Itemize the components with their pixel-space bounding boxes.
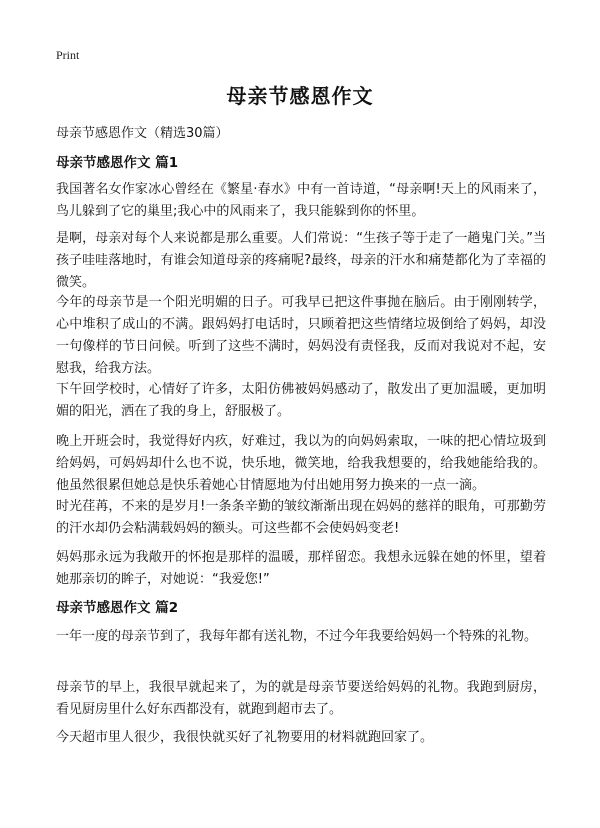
paragraph: 母亲节的早上，我很早就起来了，为的就是母亲节要送给妈妈的礼物。我跑到厨房，看见厨房里什么好东西都没有，就跑到超市去了。 [56,680,546,717]
section-heading-2: 母亲节感恩作文 篇2 [56,600,179,616]
paragraph: 晚上开班会时，我觉得好内疚，好难过，我以为的向妈妈索取，一味的把心情垃圾到给妈妈，可妈妈却什么也不说，快乐地，微笑地，给我我想要的，给我她能给我的。他虽然很累但她总是快乐着她心甘情愿地为付出她用努力换来的一点一滴。 [56,434,546,493]
page-title: 母亲节感恩作文 [226,84,374,108]
paragraph: 是啊，母亲对每个人来说都是那么重要。人们常说：“生孩子等于走了一趟鬼门关。”当孩子哇哇落地时，有谁会知道母亲的疼痛呢?最终，母亲的汗水和痛楚都化为了幸福的微笑。 [56,231,546,290]
paragraph: 我国著名女作家冰心曾经在《繁星·春水》中有一首诗道，“母亲啊!天上的风雨来了，鸟儿躲到了它的巢里;我心中的风雨来了，我只能躲到你的怀里。 [56,182,546,219]
paragraph: 下午回学校时，心情好了许多，太阳仿佛被妈妈感动了，散发出了更加温暖，更加明媚的阳光，洒在了我的身上，舒服极了。 [56,382,546,419]
document-subtitle: 母亲节感恩作文（精选30篇） [56,126,229,141]
print-label[interactable]: Print [56,48,80,62]
paragraph: 妈妈那永远为我敞开的怀抱是那样的温暖，那样留恋。我想永远躲在她的怀里，望着她那亲切的眸子，对她说：“我爱您!” [56,550,546,587]
paragraph: 今年的母亲节是一个阳光明媚的日子。可我早已把这件事抛在脑后。由于刚刚转学，心中堆积了成山的不满。跟妈妈打电话时，只顾着把这些情绪垃圾倒给了妈妈，却没一句像样的节日问候。听到了这些不满时，妈妈没有责怪我，反而对我说对不起，安慰我，给我方法。 [56,295,546,376]
section-heading-1: 母亲节感恩作文 篇1 [56,155,179,171]
paragraph: 今天超市里人很少，我很快就买好了礼物要用的材料就跑回家了。 [56,730,434,745]
paragraph: 时光荏苒，不来的是岁月!一条条辛勤的皱纹渐渐出现在妈妈的慈祥的眼角，可那勤劳的汗水却仍会粘满载妈妈的额头。可这些都不会使妈妈变老! [56,499,546,536]
paragraph: 一年一度的母亲节到了，我每年都有送礼物，不过今年我要给妈妈一个特殊的礼物。 [56,629,538,644]
